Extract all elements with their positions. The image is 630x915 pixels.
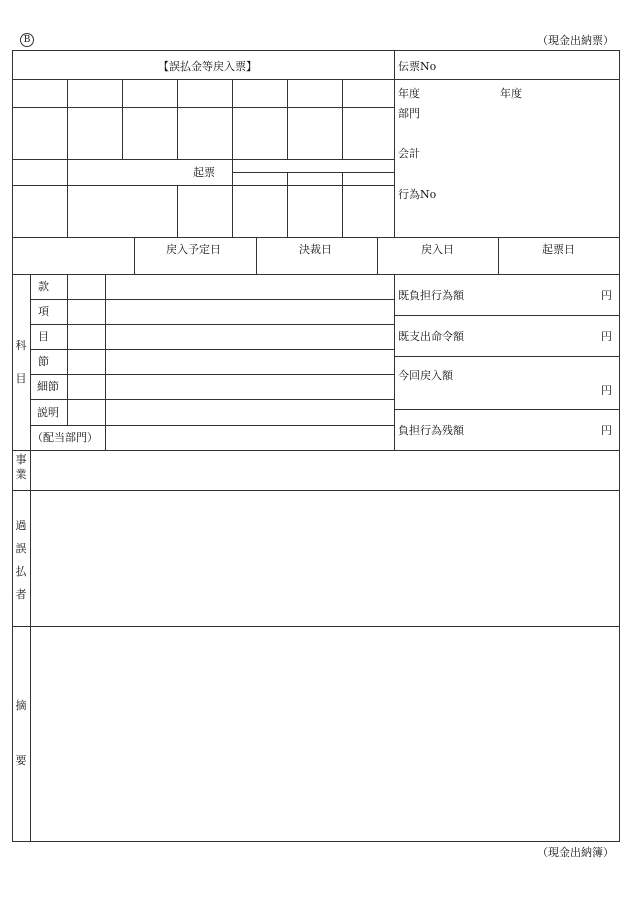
kishishutsu-label: 既支出命令額: [398, 330, 464, 343]
kagoharai-label-3: 払: [15, 565, 27, 578]
konkai-label: 今回戻入額: [398, 369, 453, 382]
kamoku-label-2: 目: [15, 372, 27, 385]
subject-row-setsumei: 説明: [37, 406, 59, 419]
bottom-right-label: （現金出納簿）: [537, 846, 614, 859]
yen-3: 円: [601, 384, 612, 397]
subject-row-saisetsu: 細節: [37, 380, 59, 393]
bumon-label: 部門: [398, 107, 420, 120]
yen-2: 円: [601, 330, 612, 343]
form-title: 【誤払金等戻入票】: [158, 60, 257, 73]
nendo-label-1: 年度: [398, 87, 420, 100]
subject-row-kou: 項: [38, 305, 49, 318]
kihyo-date-label: 起票日: [542, 243, 575, 256]
haito-bumon-label: （配当部門）: [32, 431, 98, 444]
kifutan-label: 既負担行為額: [398, 289, 464, 302]
modori-date-label: 戻入日: [421, 243, 454, 256]
yen-1: 円: [601, 289, 612, 302]
jigyo-label-2: 業: [15, 468, 27, 481]
koui-no-label: 行為No: [398, 188, 437, 201]
subject-row-moku: 目: [38, 330, 49, 343]
tekiyo-label-1: 摘: [15, 699, 27, 712]
jigyo-label-1: 事: [15, 453, 27, 466]
kagoharai-label-2: 誤: [15, 542, 27, 555]
yen-4: 円: [601, 424, 612, 437]
kaikei-label: 会計: [398, 147, 420, 160]
kihyo-label: 起票: [193, 166, 215, 179]
kessai-date-label: 決裁日: [299, 243, 332, 256]
denpyo-no-label: 伝票No: [398, 60, 437, 73]
top-right-label: （現金出納票）: [537, 34, 614, 47]
subject-row-setsu: 節: [38, 355, 49, 368]
circled-b-mark: B: [20, 33, 34, 47]
tekiyo-label-2: 要: [15, 754, 27, 767]
kagoharai-label-1: 過: [15, 519, 27, 532]
kagoharai-label-4: 者: [15, 588, 27, 601]
nendo-label-2: 年度: [500, 87, 522, 100]
subject-row-kan: 款: [38, 280, 49, 293]
modori-yotei-date-label: 戻入予定日: [166, 243, 221, 256]
kamoku-label-1: 科: [15, 339, 27, 352]
futan-zan-label: 負担行為残額: [398, 424, 464, 437]
form-border: [13, 51, 620, 842]
